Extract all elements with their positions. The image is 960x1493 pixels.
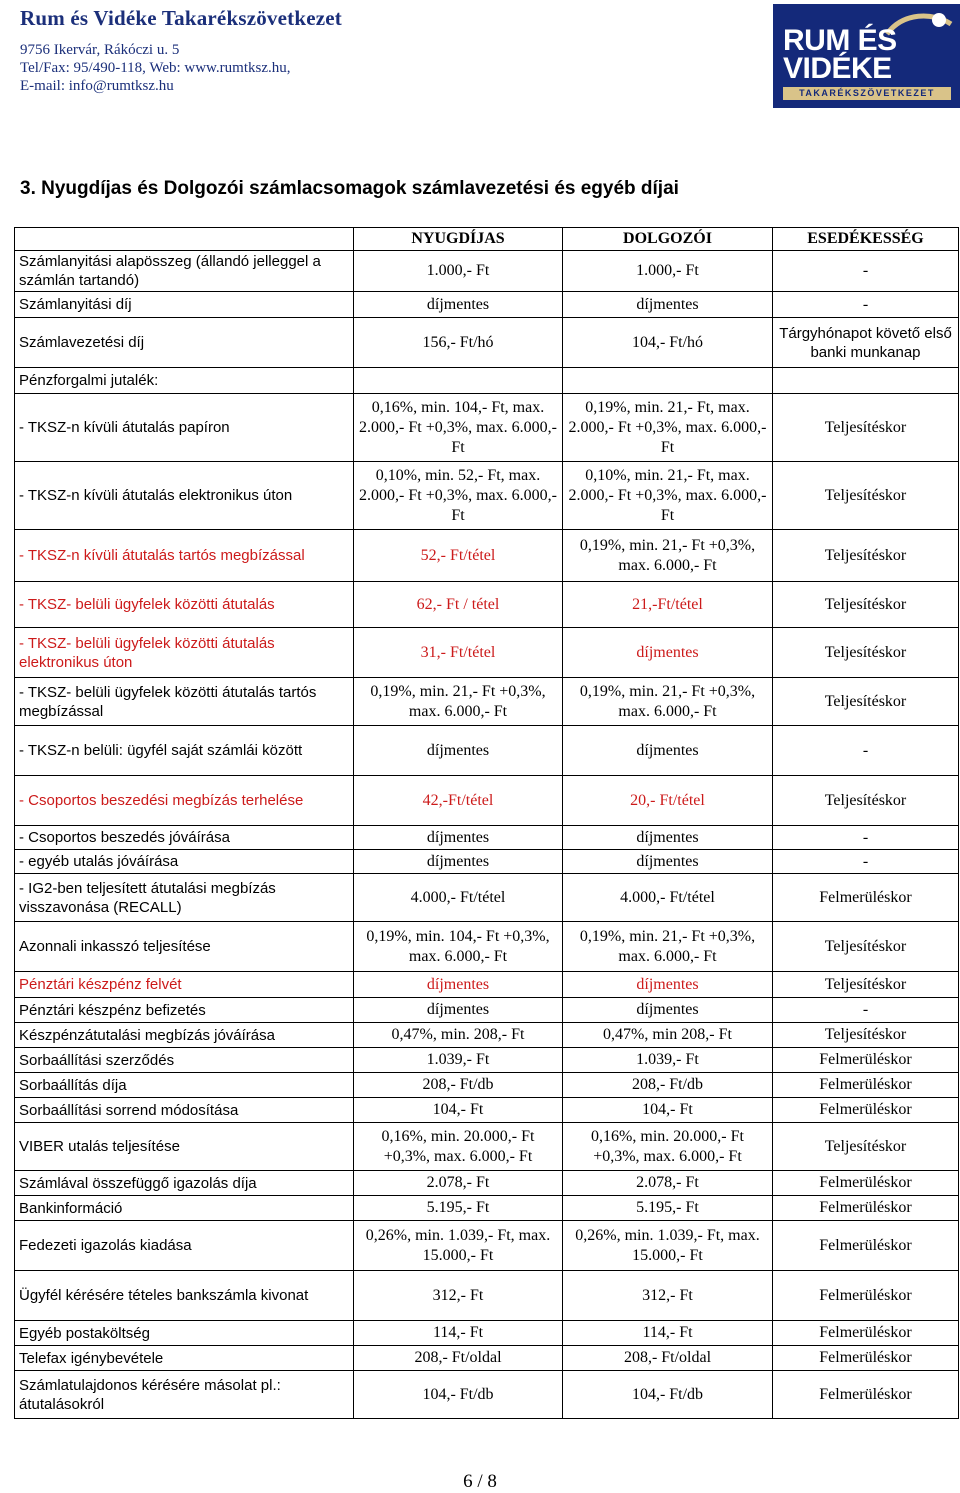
row-esedekesseg: Teljesítéskor (773, 678, 959, 726)
row-dolgozoi: 104,- Ft/db (563, 1371, 773, 1419)
row-nyugdijas: 31,- Ft/tétel (354, 628, 563, 678)
table-row (15, 1123, 959, 1171)
row-nyugdijas: 0,10%, min. 52,- Ft, max. 2.000,- Ft +0,3%, max. 6.000,- Ft (354, 462, 563, 530)
row-esedekesseg: - (773, 726, 959, 776)
row-dolgozoi: díjmentes (563, 998, 773, 1023)
row-dolgozoi: 312,- Ft (563, 1271, 773, 1321)
row-nyugdijas: 0,26%, min. 1.039,- Ft, max. 15.000,- Ft (354, 1221, 563, 1271)
row-esedekesseg: - (773, 251, 959, 292)
row-nyugdijas: 0,47%, min. 208,- Ft (354, 1023, 563, 1048)
fee-table (14, 227, 959, 1419)
row-nyugdijas: díjmentes (354, 826, 563, 850)
header-empty (15, 228, 354, 251)
row-label: - TKSZ-n kívüli átutalás papíron (15, 394, 354, 462)
organization-name: Rum és Vidéke Takarékszövetkezet (20, 6, 342, 30)
row-esedekesseg: Felmerüléskor (773, 1321, 959, 1346)
row-label: Sorbaállítási szerződés (15, 1048, 354, 1073)
row-label: Pénztári készpénz befizetés (15, 998, 354, 1023)
table-row (15, 394, 959, 462)
row-dolgozoi: 4.000,- Ft/tétel (563, 874, 773, 922)
row-dolgozoi: 0,19%, min. 21,- Ft, max. 2.000,- Ft +0,3%, max. 6.000,- Ft (563, 394, 773, 462)
table-row (15, 1371, 959, 1419)
row-esedekesseg (773, 368, 959, 394)
row-label: - TKSZ- belüli ügyfelek közötti átutalás elektronikus úton (15, 628, 354, 678)
row-dolgozoi: díjmentes (563, 726, 773, 776)
row-label: Ügyfél kérésére tételes bankszámla kivonat (15, 1271, 354, 1321)
row-esedekesseg: - (773, 292, 959, 318)
row-label: - TKSZ- belüli ügyfelek közötti átutalás (15, 582, 354, 628)
address: 9756 Ikervár, Rákóczi u. 5 (20, 42, 180, 58)
phone-web: Tel/Fax: 95/490-118, Web: www.rumtksz.hu, (20, 60, 291, 76)
row-dolgozoi: 5.195,- Ft (563, 1196, 773, 1221)
table-row (15, 530, 959, 582)
row-esedekesseg: Teljesítéskor (773, 628, 959, 678)
row-nyugdijas: 1.039,- Ft (354, 1048, 563, 1073)
row-nyugdijas: 4.000,- Ft/tétel (354, 874, 563, 922)
row-dolgozoi: 20,- Ft/tétel (563, 776, 773, 826)
table-row (15, 1271, 959, 1321)
row-nyugdijas: 0,19%, min. 104,- Ft +0,3%, max. 6.000,- Ft (354, 922, 563, 972)
row-nyugdijas: 0,16%, min. 104,- Ft, max. 2.000,- Ft +0,3%, max. 6.000,- Ft (354, 394, 563, 462)
logo-line2: VIDÉKE (783, 52, 892, 85)
row-nyugdijas: 104,- Ft (354, 1098, 563, 1123)
row-nyugdijas: 156,- Ft/hó (354, 318, 563, 368)
row-dolgozoi: 208,- Ft/db (563, 1073, 773, 1098)
row-nyugdijas: 114,- Ft (354, 1321, 563, 1346)
table-row (15, 1048, 959, 1073)
row-label: Sorbaállítási sorrend módosítása (15, 1098, 354, 1123)
row-label: Bankinformáció (15, 1196, 354, 1221)
table-row (15, 1023, 959, 1048)
row-label: - TKSZ-n kívüli átutalás tartós megbízással (15, 530, 354, 582)
row-label: - Csoportos beszedési megbízás terhelése (15, 776, 354, 826)
row-dolgozoi (563, 368, 773, 394)
row-dolgozoi: díjmentes (563, 826, 773, 850)
logo-line3: TAKARÉKSZÖVETKEZET (783, 87, 951, 100)
row-nyugdijas: 62,- Ft / tétel (354, 582, 563, 628)
table-row (15, 1073, 959, 1098)
row-esedekesseg: Teljesítéskor (773, 922, 959, 972)
bank-logo (773, 4, 960, 108)
row-dolgozoi: 208,- Ft/oldal (563, 1346, 773, 1371)
row-esedekesseg: Felmerüléskor (773, 1171, 959, 1196)
row-nyugdijas (354, 368, 563, 394)
row-label: - IG2-ben teljesített átutalási megbízás visszavonása (RECALL) (15, 874, 354, 922)
row-esedekesseg: Felmerüléskor (773, 1098, 959, 1123)
row-esedekesseg: Teljesítéskor (773, 582, 959, 628)
row-nyugdijas: 2.078,- Ft (354, 1171, 563, 1196)
row-nyugdijas: díjmentes (354, 850, 563, 874)
row-nyugdijas: 1.000,- Ft (354, 251, 563, 292)
table-header-row (15, 228, 959, 251)
row-dolgozoi: díjmentes (563, 972, 773, 998)
row-label: Telefax igénybevétele (15, 1346, 354, 1371)
logo-line1: RUM ÉS (783, 24, 897, 57)
row-label: - egyéb utalás jóváírása (15, 850, 354, 874)
row-nyugdijas: díjmentes (354, 726, 563, 776)
row-label: Számlanyitási alapösszeg (állandó jelleggel a számlán tartandó) (15, 251, 354, 292)
row-nyugdijas: díjmentes (354, 998, 563, 1023)
row-esedekesseg: Teljesítéskor (773, 462, 959, 530)
page-number: 6 / 8 (463, 1471, 497, 1492)
row-label: Számlatulajdonos kérésére másolat pl.: átutalásokról (15, 1371, 354, 1419)
row-dolgozoi: 0,19%, min. 21,- Ft +0,3%, max. 6.000,- Ft (563, 922, 773, 972)
row-label: VIBER utalás teljesítése (15, 1123, 354, 1171)
header-dolgozoi: DOLGOZÓI (563, 228, 773, 251)
table-row (15, 678, 959, 726)
row-dolgozoi: 0,47%, min 208,- Ft (563, 1023, 773, 1048)
row-nyugdijas: 42,-Ft/tétel (354, 776, 563, 826)
table-row (15, 462, 959, 530)
row-dolgozoi: 104,- Ft (563, 1098, 773, 1123)
row-label: Számlanyitási díj (15, 292, 354, 318)
row-esedekesseg: Teljesítéskor (773, 972, 959, 998)
section-title: 3. Nyugdíjas és Dolgozói számlacsomagok számlavezetési és egyéb díjai (20, 178, 679, 199)
table-row (15, 251, 959, 292)
row-label: Sorbaállítás díja (15, 1073, 354, 1098)
row-esedekesseg: Teljesítéskor (773, 394, 959, 462)
row-dolgozoi: 0,26%, min. 1.039,- Ft, max. 15.000,- Ft (563, 1221, 773, 1271)
row-esedekesseg: Teljesítéskor (773, 530, 959, 582)
table-row (15, 1321, 959, 1346)
row-dolgozoi: 0,19%, min. 21,- Ft +0,3%, max. 6.000,- Ft (563, 678, 773, 726)
row-dolgozoi: 0,16%, min. 20.000,- Ft +0,3%, max. 6.000,- Ft (563, 1123, 773, 1171)
row-label: Számlával összefüggő igazolás díja (15, 1171, 354, 1196)
row-label: Pénztári készpénz felvét (15, 972, 354, 998)
row-dolgozoi: díjmentes (563, 292, 773, 318)
header-esedekesseg: ESEDÉKESSÉG (773, 228, 959, 251)
row-esedekesseg: Felmerüléskor (773, 1221, 959, 1271)
table-row (15, 776, 959, 826)
table-row (15, 318, 959, 368)
table-row (15, 368, 959, 394)
email: E-mail: info@rumtksz.hu (20, 78, 174, 94)
row-nyugdijas: 0,19%, min. 21,- Ft +0,3%, max. 6.000,- Ft (354, 678, 563, 726)
row-dolgozoi: 1.039,- Ft (563, 1048, 773, 1073)
row-nyugdijas: 52,- Ft/tétel (354, 530, 563, 582)
row-nyugdijas: 5.195,- Ft (354, 1196, 563, 1221)
row-esedekesseg: Felmerüléskor (773, 1196, 959, 1221)
row-esedekesseg: - (773, 998, 959, 1023)
row-nyugdijas: 104,- Ft/db (354, 1371, 563, 1419)
row-esedekesseg: Felmerüléskor (773, 1271, 959, 1321)
table-row (15, 1221, 959, 1271)
table-row (15, 874, 959, 922)
row-label: Készpénzátutalási megbízás jóváírása (15, 1023, 354, 1048)
table-row (15, 582, 959, 628)
table-row (15, 1196, 959, 1221)
table-row (15, 1346, 959, 1371)
row-dolgozoi: 21,-Ft/tétel (563, 582, 773, 628)
row-esedekesseg: Felmerüléskor (773, 1048, 959, 1073)
row-esedekesseg: Felmerüléskor (773, 874, 959, 922)
row-label: Fedezeti igazolás kiadása (15, 1221, 354, 1271)
row-nyugdijas: 0,16%, min. 20.000,- Ft +0,3%, max. 6.000,- Ft (354, 1123, 563, 1171)
table-row (15, 972, 959, 998)
row-dolgozoi: 1.000,- Ft (563, 251, 773, 292)
row-nyugdijas: díjmentes (354, 972, 563, 998)
table-row (15, 1171, 959, 1196)
row-dolgozoi: 0,19%, min. 21,- Ft +0,3%, max. 6.000,- Ft (563, 530, 773, 582)
table-row (15, 998, 959, 1023)
row-nyugdijas: 312,- Ft (354, 1271, 563, 1321)
row-label: Egyéb postaköltség (15, 1321, 354, 1346)
row-label: Számlavezetési díj (15, 318, 354, 368)
row-esedekesseg: Felmerüléskor (773, 1073, 959, 1098)
row-dolgozoi: 2.078,- Ft (563, 1171, 773, 1196)
letterhead (20, 6, 342, 95)
row-esedekesseg: Teljesítéskor (773, 776, 959, 826)
row-label: - TKSZ-n kívüli átutalás elektronikus úton (15, 462, 354, 530)
table-row (15, 826, 959, 850)
row-dolgozoi: díjmentes (563, 628, 773, 678)
row-label: - Csoportos beszedés jóváírása (15, 826, 354, 850)
table-row (15, 850, 959, 874)
row-esedekesseg: Felmerüléskor (773, 1346, 959, 1371)
row-dolgozoi: 114,- Ft (563, 1321, 773, 1346)
table-row (15, 628, 959, 678)
row-nyugdijas: 208,- Ft/oldal (354, 1346, 563, 1371)
header-nyugdijas: NYUGDÍJAS (354, 228, 563, 251)
row-esedekesseg: Teljesítéskor (773, 1023, 959, 1048)
row-label: - TKSZ-n belüli: ügyfél saját számlái között (15, 726, 354, 776)
row-dolgozoi: 0,10%, min. 21,- Ft, max. 2.000,- Ft +0,3%, max. 6.000,- Ft (563, 462, 773, 530)
row-esedekesseg: Tárgyhónapot követő első banki munkanap (773, 318, 959, 368)
table-row (15, 1098, 959, 1123)
row-label: Pénzforgalmi jutalék: (15, 368, 354, 394)
table-row (15, 292, 959, 318)
row-label: Azonnali inkasszó teljesítése (15, 922, 354, 972)
row-nyugdijas: díjmentes (354, 292, 563, 318)
row-label: - TKSZ- belüli ügyfelek közötti átutalás tartós megbízással (15, 678, 354, 726)
row-nyugdijas: 208,- Ft/db (354, 1073, 563, 1098)
row-esedekesseg: - (773, 850, 959, 874)
row-esedekesseg: Felmerüléskor (773, 1371, 959, 1419)
table-row (15, 922, 959, 972)
row-dolgozoi: díjmentes (563, 850, 773, 874)
table-row (15, 726, 959, 776)
row-dolgozoi: 104,- Ft/hó (563, 318, 773, 368)
row-esedekesseg: - (773, 826, 959, 850)
row-esedekesseg: Teljesítéskor (773, 1123, 959, 1171)
